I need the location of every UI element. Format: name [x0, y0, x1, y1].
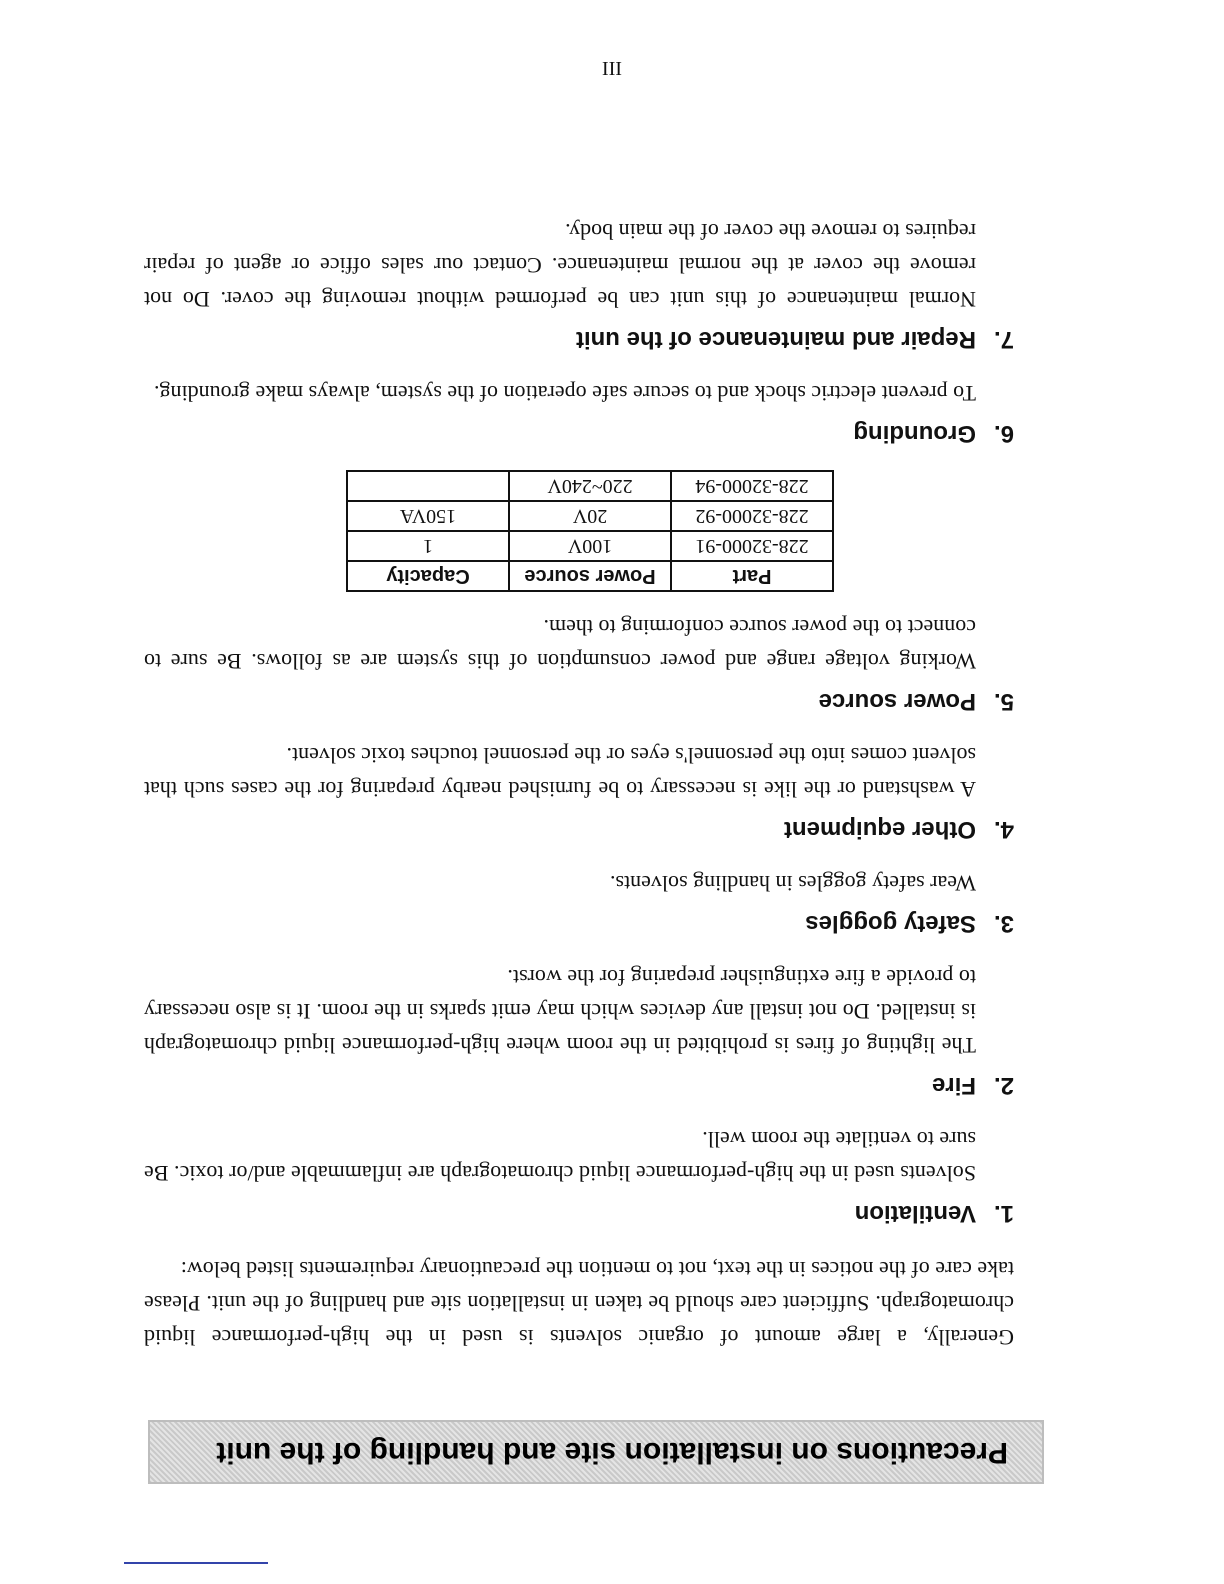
table-row [347, 471, 833, 501]
section-number: 6. [993, 420, 1014, 447]
section-body: A washstand or the like is necessary to be furnished nearby preparing for the cases such that solvent comes into the personnel's eyes or the personnel touches toxic solvent. [144, 743, 976, 802]
section-title: Grounding [853, 420, 976, 447]
section-number: 1. [993, 1200, 1014, 1227]
table-cell [347, 471, 509, 501]
table-cell: 100V [509, 531, 671, 561]
section-heading [144, 416, 1014, 450]
table-cell: 228-32000-94 [671, 471, 833, 501]
table-row [347, 501, 833, 531]
section-heading [144, 684, 1014, 718]
section-number: 4. [993, 816, 1014, 843]
section-body: Solvents used in the high-performance liquid chromatograph are inflammable and/or toxic. Be sure to ventilate the room well. [144, 1127, 976, 1186]
section-heading [144, 1196, 1014, 1230]
section-body: The lighting of fires is prohibited in the room where high-performance liquid chromatograph is installed. Do not install any devices which may emit sparks in the room. It is also necessary to provide a fire extinguisher preparing for the worst. [144, 965, 976, 1058]
section-title: Safety goggles [805, 910, 976, 937]
page-title: Precautions on installation site and handling of the unit [216, 1436, 1008, 1469]
table-cell: 150VA [347, 501, 509, 531]
blue-rule-mark [124, 1562, 268, 1564]
section-title: Other equipment [783, 816, 976, 843]
table-cell: 1 [347, 531, 509, 561]
table-header-cell: Power source [509, 561, 671, 591]
section-body: To prevent electric shock and to secure safe operation of the system, always make grounding. [154, 381, 976, 406]
table-cell: 228-32000-91 [671, 531, 833, 561]
table-header-row [347, 561, 833, 591]
intro-paragraph: Generally, a large amount of organic solvents is used in the high-performance liquid chromatograph. Sufficient care should be taken in installation site and handling of the unit. Please take care of the notices in the text, not to mention the precautionary requirements listed below: [144, 1257, 1014, 1350]
section-safety-goggles [144, 866, 1014, 940]
main-content [144, 194, 1014, 1354]
table-cell: 20V [509, 501, 671, 531]
section-body: Working voltage range and power consumption of this system are as follows. Be sure to connect to the power source conforming to them. [144, 615, 976, 674]
section-number: 2. [993, 1072, 1014, 1099]
page-number: III [602, 57, 622, 79]
section-number: 3. [993, 910, 1014, 937]
section-heading [144, 906, 1014, 940]
table-row [347, 531, 833, 561]
section-body: Normal maintenance of this unit can be performed without removing the cover. Do not remove the cover at the normal maintenance. Contact our sales office or agent of repair requires to remove the cover of the main body. [144, 219, 976, 312]
table-cell: 220~240V [509, 471, 671, 501]
section-number: 7. [993, 326, 1014, 353]
title-banner [148, 1420, 1044, 1484]
section-title: Ventilation [854, 1200, 976, 1227]
section-title: Repair and maintenance of the unit [575, 326, 976, 353]
section-ventilation [144, 1122, 1014, 1230]
table-header-cell: Part [671, 561, 833, 591]
section-fire [144, 960, 1014, 1102]
table-cell: 228-32000-92 [671, 501, 833, 531]
section-heading [144, 812, 1014, 846]
table-header-cell: Capacity [347, 561, 509, 591]
section-heading [144, 322, 1014, 356]
power-spec-table [346, 470, 834, 592]
section-power-source [144, 470, 1014, 718]
section-repair-maintenance [144, 214, 1014, 356]
section-heading [144, 1068, 1014, 1102]
section-body: Wear safety goggles in handling solvents. [609, 871, 976, 896]
section-grounding [144, 376, 1014, 450]
section-title: Power source [818, 688, 976, 715]
section-title: Fire [931, 1072, 976, 1099]
section-number: 5. [993, 688, 1014, 715]
section-other-equipment [144, 738, 1014, 846]
